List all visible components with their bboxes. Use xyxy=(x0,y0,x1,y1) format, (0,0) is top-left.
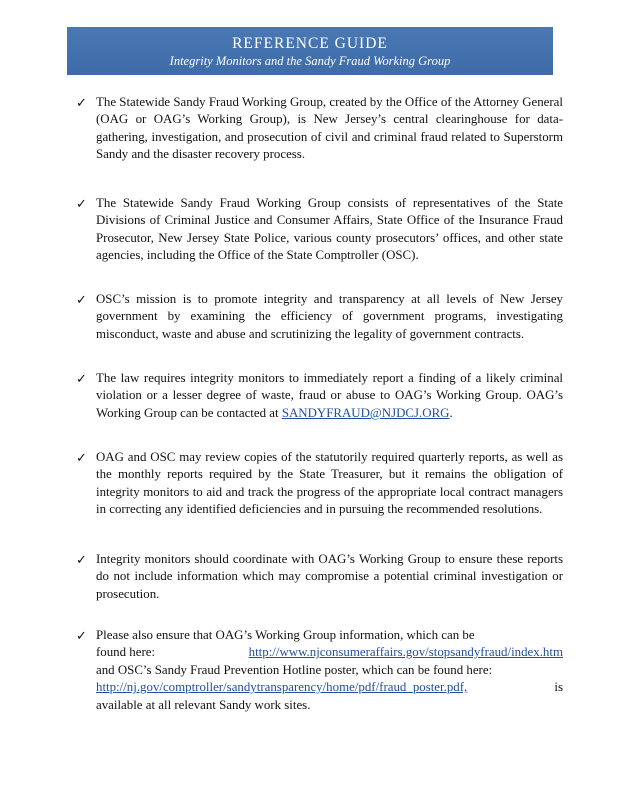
bullet-item xyxy=(76,627,563,714)
checkmark-icon: ✓ xyxy=(76,450,87,465)
checkmark-icon: ✓ xyxy=(76,292,87,307)
bullet-item xyxy=(76,291,563,343)
checkmark-icon: ✓ xyxy=(76,552,87,567)
checkmark-icon: ✓ xyxy=(76,371,87,386)
bullet-line xyxy=(96,679,563,696)
page-title: REFERENCE GUIDE xyxy=(232,35,388,52)
checkmark-icon: ✓ xyxy=(76,196,87,211)
bullet-line xyxy=(96,697,563,714)
bullet-text: The law requires integrity monitors to immediately report a finding of a likely criminal violation or a lesser degree of waste, fraud or abuse to OAG’s Working Group. OAG’s Working Group can be contacted at xyxy=(96,371,563,420)
page-subtitle: Integrity Monitors and the Sandy Fraud Working Group xyxy=(169,54,451,68)
bullet-text: OSC’s mission is to promote integrity and transparency at all levels of New Jersey government by examining the efficiency of government programs, investigating misconduct, waste and abuse and scrutinizing the legality of government contracts. xyxy=(96,292,563,341)
bullet-text: OAG and OSC may review copies of the statutorily required quarterly reports, as well as the monthly reports required by the State Treasurer, but it remains the obligation of integrity monitors to aid and track the progress of the appropriate local contract managers in correcting any identified deficiencies and in pursuing the recommended resolutions. xyxy=(96,450,563,517)
bullet-text: is xyxy=(554,680,563,695)
bullet-item xyxy=(76,370,563,422)
bullet-item xyxy=(76,551,563,603)
checkmark-icon: ✓ xyxy=(76,628,87,643)
fraud-poster-link[interactable]: http://nj.gov/comptroller/sandytransparency/home/pdf/fraud_poster.pdf, xyxy=(96,680,468,695)
bullet-item xyxy=(76,94,563,164)
consumer-affairs-link[interactable]: http://www.njconsumeraffairs.gov/stopsandyfraud/index.htm xyxy=(248,645,563,660)
bullet-item xyxy=(76,195,563,265)
bullet-text: available at all relevant Sandy work sites. xyxy=(96,697,311,712)
bullet-line xyxy=(96,644,563,661)
bullet-text: and OSC’s Sandy Fraud Prevention Hotline poster, which can be found here: xyxy=(96,662,493,677)
checkmark-icon: ✓ xyxy=(76,95,87,110)
bullet-text: found here: xyxy=(96,645,156,660)
bullet-text: Integrity monitors should coordinate with OAG’s Working Group to ensure these reports do not include information which may compromise a potential criminal investigation or prosecution. xyxy=(96,552,563,601)
email-link[interactable]: SANDYFRAUD@NJDCJ.ORG xyxy=(281,405,450,420)
bullet-text: The Statewide Sandy Fraud Working Group, created by the Office of the Attorney General (OAG or OAG’s Working Group), is New Jersey’s central clearinghouse for data-gathering, investigation, and prosecution of civil and criminal fraud related to Superstorm Sandy and the disaster recovery process. xyxy=(96,95,563,162)
bullet-item xyxy=(76,449,563,519)
header-banner xyxy=(67,27,553,75)
bullet-text: The Statewide Sandy Fraud Working Group consists of representatives of the State Divisions of Criminal Justice and Consumer Affairs, State Office of the Insurance Fraud Prosecutor, New Jersey State Police, various county prosecutors’ offices, and other state agencies, including the Office of the State Comptroller (OSC). xyxy=(96,196,563,263)
bullet-text-end: . xyxy=(449,405,453,420)
bullet-line xyxy=(96,627,563,644)
bullet-text: Please also ensure that OAG’s Working Group information, which can be xyxy=(96,628,475,642)
bullet-line xyxy=(96,662,563,679)
